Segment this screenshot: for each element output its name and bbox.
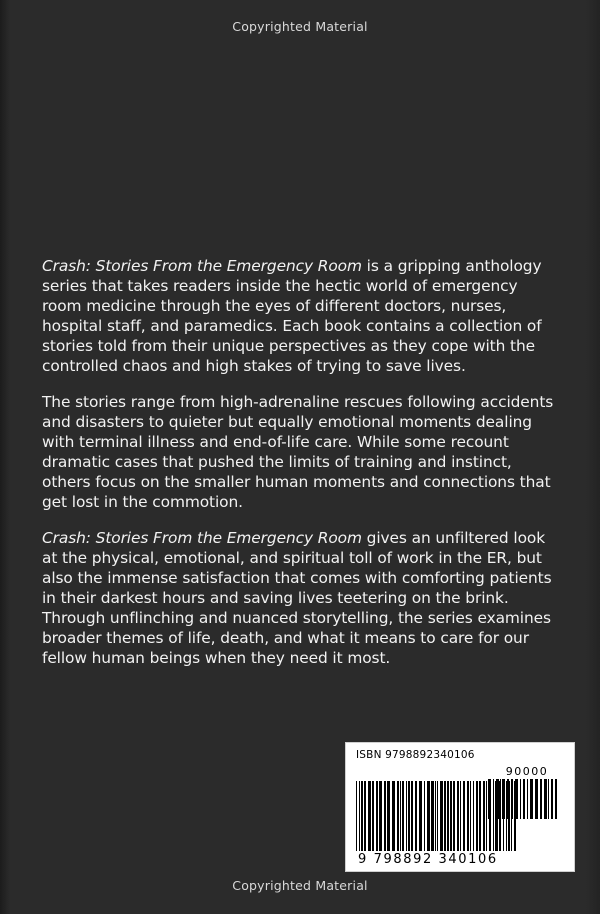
ean-bars <box>356 781 564 851</box>
copyright-watermark-top: Copyrighted Material <box>232 19 368 34</box>
series-title-1: Crash: Stories From the Emergency Room <box>42 257 362 275</box>
blurb-text-2: The stories range from high-adrenaline rescues following accidents and disasters to quieter but equally emotional moments dealing with terminal illness and end-of-life care. While some recount dramatic cases that pushed the limits of training and instinct, others focus on the smaller human moments and connections that get lost in the commotion. <box>42 393 554 512</box>
blurb-paragraph-1 <box>42 256 555 376</box>
barcode-block <box>345 742 575 872</box>
blurb-text-3: gives an unfiltered look at the physical, emotional, and spiritual toll of work in the ER, but also the immense satisfaction that comes with comforting patients in their darkest hours and saving lives teetering on the brink. Through unflinching and nuanced storytelling, the series examines broader themes of life, death, and what it means to care for our fellow human beings when they need it most. <box>42 529 552 668</box>
copyright-watermark-bottom: Copyrighted Material <box>232 878 368 893</box>
isbn-label: ISBN 9798892340106 <box>356 749 475 761</box>
back-cover-blurb <box>42 256 555 668</box>
ean-digits: 9 798892 340106 <box>358 852 498 867</box>
blurb-paragraph-3 <box>42 528 555 668</box>
addon-digits: 90000 <box>505 765 549 778</box>
blurb-paragraph-2 <box>42 392 555 512</box>
series-title-2: Crash: Stories From the Emergency Room <box>42 529 362 548</box>
ean-barcode <box>356 781 564 867</box>
blurb-text-1: is a gripping anthology series that takes readers inside the hectic world of emergency room medicine through the eyes of different doctors, nurses, hospital staff, and paramedics. Each book contains a collection of stories told from their unique perspectives as they cope with the controlled chaos and high stakes of trying to save lives. <box>42 257 542 376</box>
